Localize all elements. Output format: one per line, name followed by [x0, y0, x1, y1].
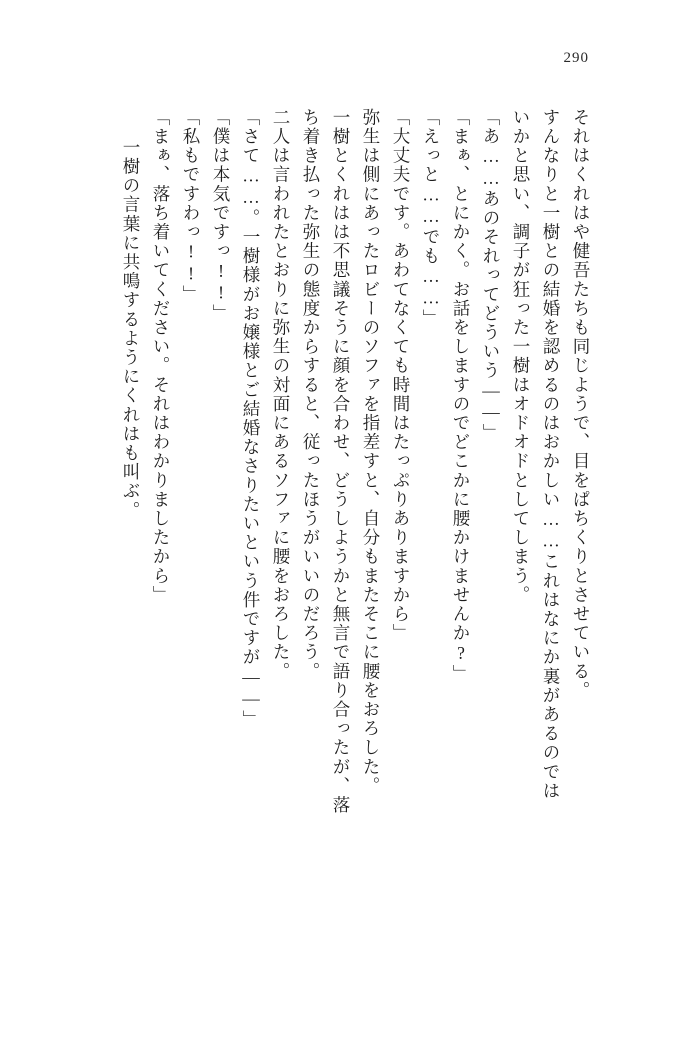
text-line: 「大丈夫です。あわてなくても時間はたっぷりありますから」 — [391, 108, 411, 643]
text-line: いかと思い、調子が狂った一樹はオドオドとしてしまう。 — [511, 108, 531, 605]
text-line: 「僕は本気ですっ!!」 — [211, 108, 231, 324]
page-text-body — [44, 108, 589, 928]
text-line: 「さて……。一樹様がお嬢様とご結婚なさりたいという件ですが——」 — [241, 108, 261, 730]
text-line: ち着き払った弥生の態度からすると、従ったほうがいいのだろう。 — [301, 108, 321, 681]
text-line: 「私もですわっ!!」 — [181, 108, 201, 304]
text-line: 一樹とくれはは不思議そうに顔を合わせ、どうしようかと無言で語り合ったが、落 — [331, 108, 351, 815]
text-line: 二人は言われたとおりに弥生の対面にあるソファに腰をおろした。 — [271, 108, 291, 681]
text-line: 「えっと……でも……」 — [421, 108, 441, 329]
text-line: 「あ……あのそれってどういう——」 — [481, 108, 501, 443]
text-line: 一樹の言葉に共鳴するようにくれはも叫ぶ。 — [121, 138, 141, 520]
text-line: それはくれはや健吾たちも同じようで、目をぱちくりとさせている。 — [571, 108, 591, 701]
text-line: 「まぁ、とにかく。お話をしますのでどこかに腰かけませんか?」 — [451, 108, 471, 684]
text-line: すんなりと一樹との結婚を認めるのはおかしい……これはなにか裏があるのでは — [541, 108, 561, 801]
text-line: 弥生は側にあったロビーのソファを指差すと、自分もまたそこに腰をおろした。 — [361, 108, 381, 796]
page-number: 290 — [563, 50, 589, 66]
text-line: 「まぁ、落ち着いてください。それはわかりましたから」 — [151, 108, 171, 605]
